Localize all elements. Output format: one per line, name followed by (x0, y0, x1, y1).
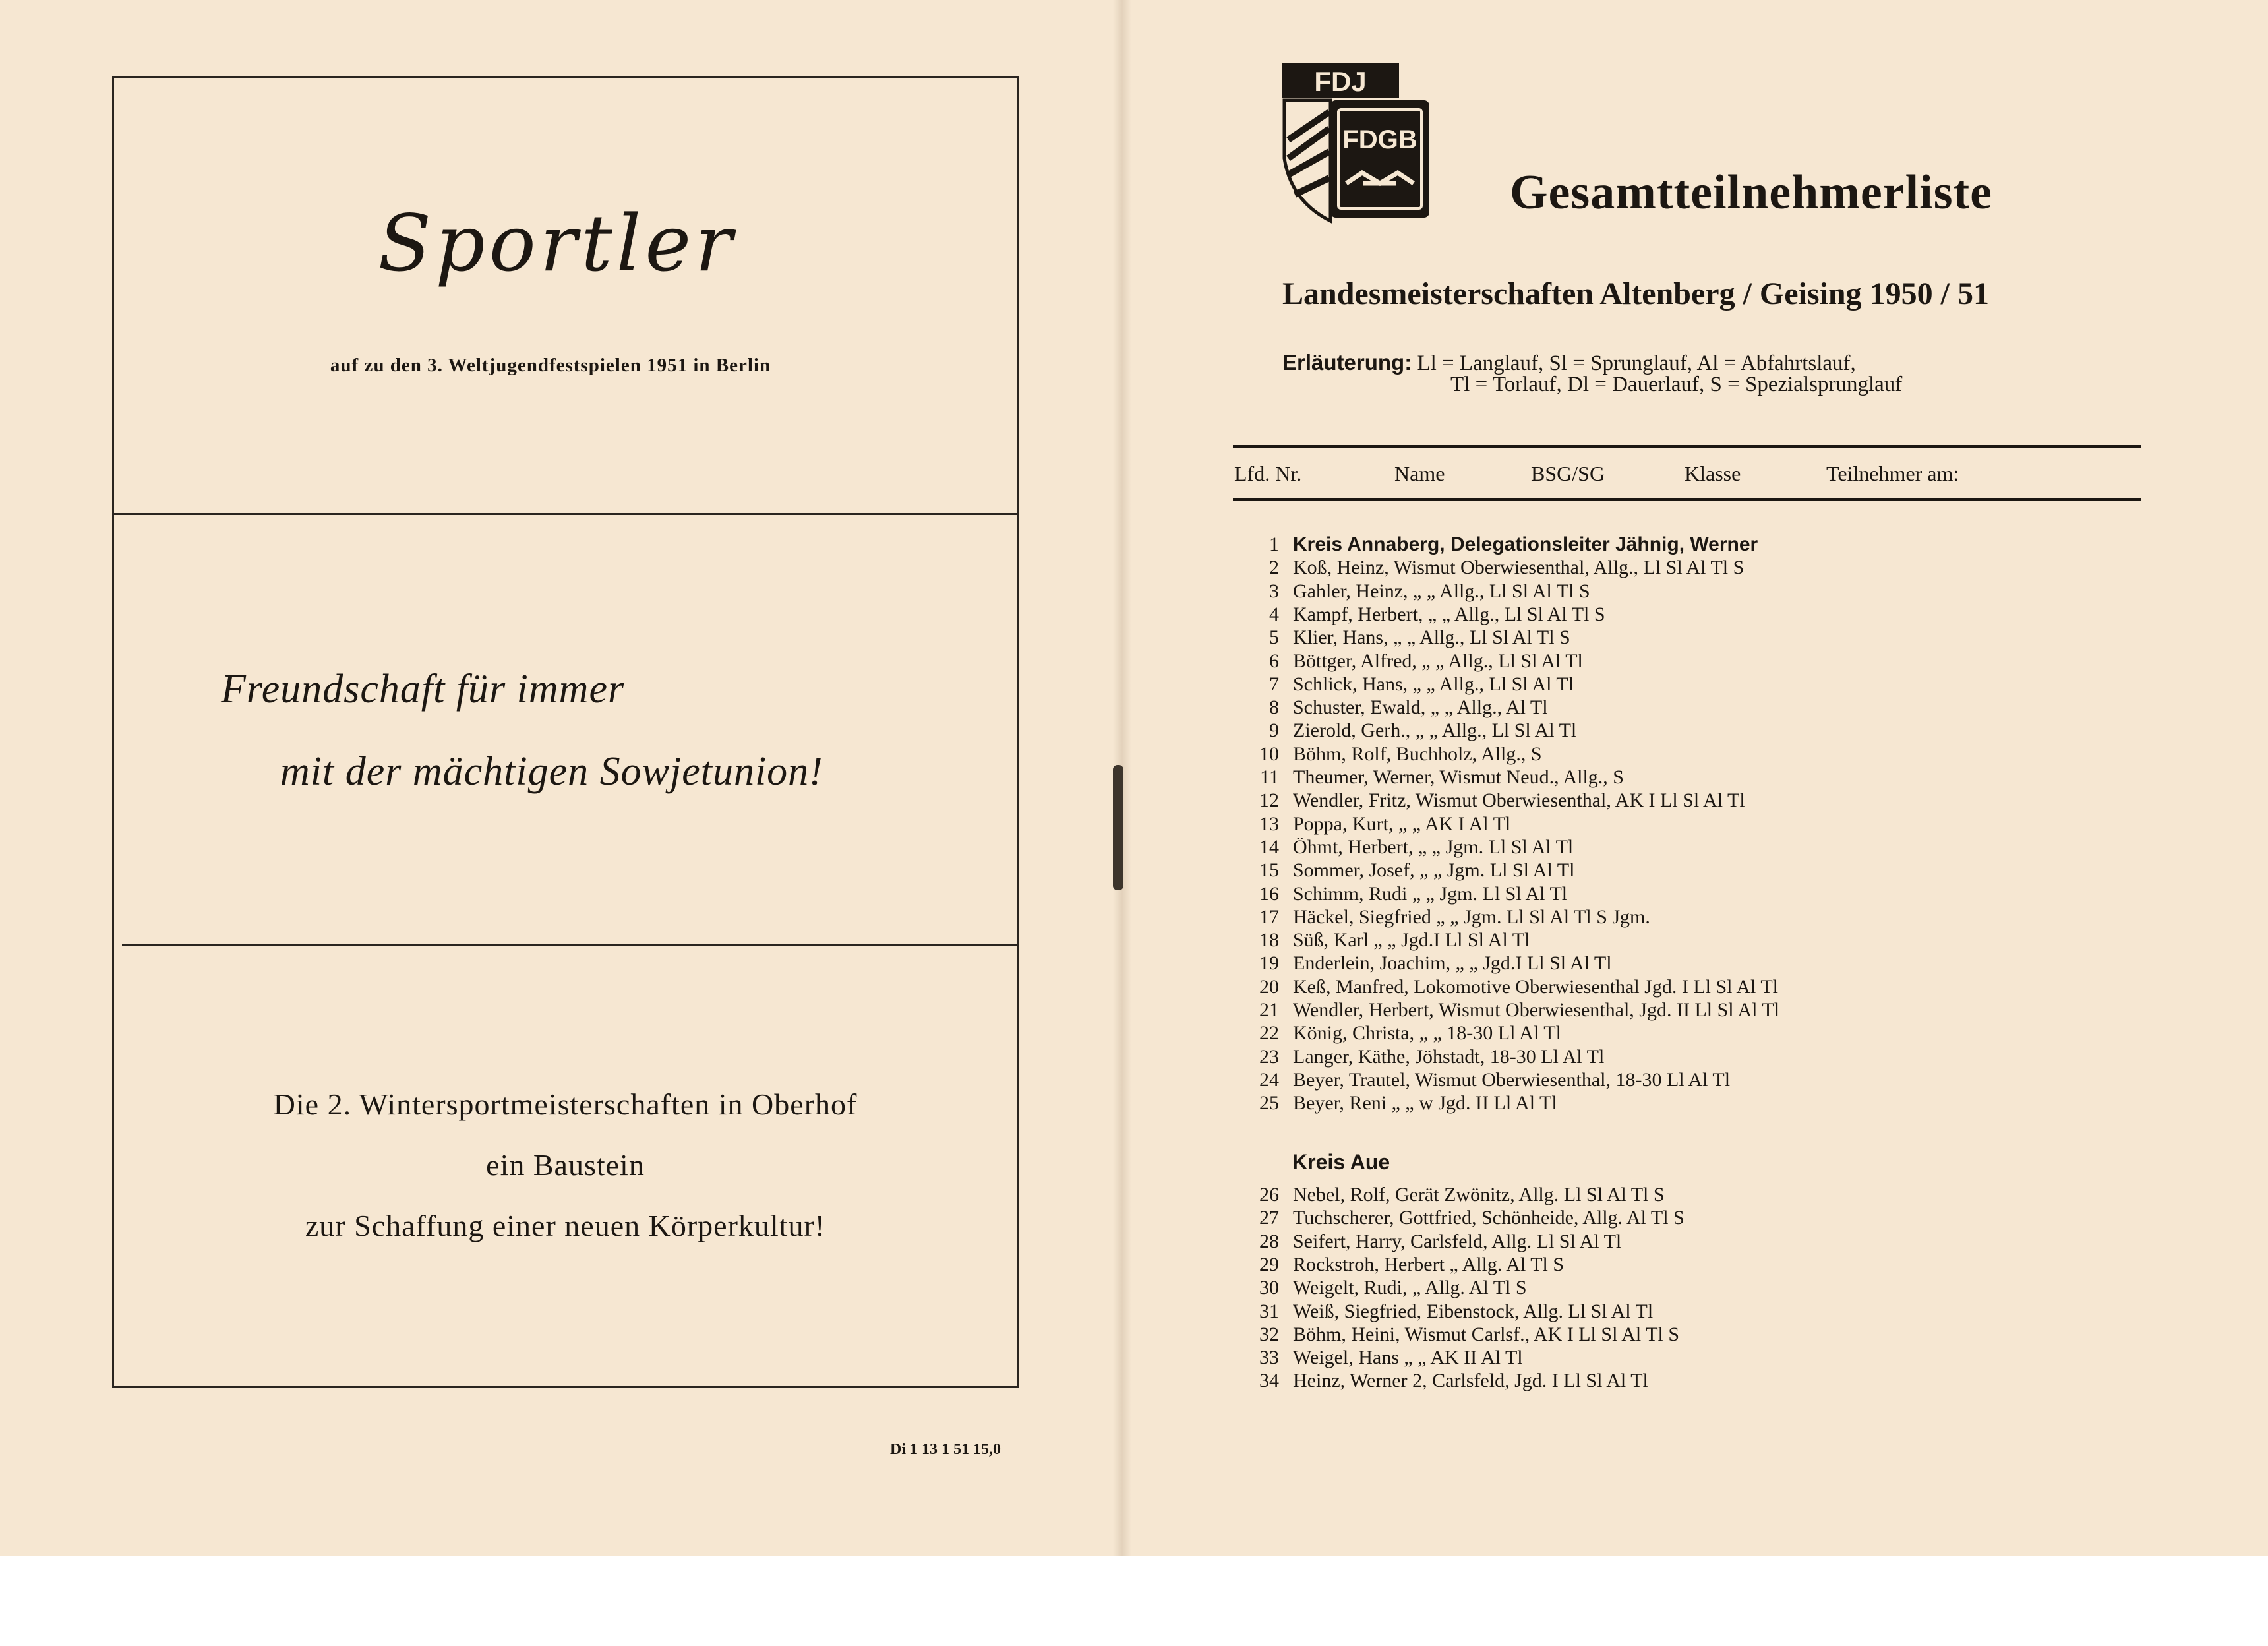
row-text: Klier, Hans, „ „ Allg., Ll Sl Al Tl S (1293, 626, 1570, 649)
column-teilnehmer: Teilnehmer am: (1826, 462, 1959, 485)
row-number: 20 (1259, 975, 1279, 998)
fdgb-badge (1330, 100, 1429, 218)
row-number: 30 (1259, 1277, 1279, 1299)
row-text: Schlick, Hans, „ „ Allg., Ll Sl Al Tl (1293, 673, 1574, 695)
row-text: Schimm, Rudi „ „ Jgm. Ll Sl Al Tl (1293, 882, 1568, 905)
row-text: Keß, Manfred, Lokomotive Oberwiesenthal Jgd. I Ll Sl Al Tl (1293, 975, 1778, 998)
row-number: 25 (1259, 1092, 1279, 1114)
row-text: Kreis Annaberg, Delegationsleiter Jähnig, Werner (1293, 533, 1758, 555)
header-rule-bottom (1233, 498, 2141, 501)
sportler-heading: Sportler (378, 198, 736, 289)
row-number: 33 (1259, 1347, 1279, 1369)
row-text: Seifert, Harry, Carlsfeld, Allg. Ll Sl Al Tl (1293, 1230, 1622, 1252)
row-text: Sommer, Josef, „ „ Jgm. Ll Sl Al Tl (1293, 859, 1575, 882)
row-text: Böhm, Rolf, Buchholz, Allg., S (1293, 743, 1542, 765)
row-text: Poppa, Kurt, „ „ AK I Al Tl (1293, 812, 1511, 835)
row-number: 16 (1259, 882, 1279, 905)
row-text: Wendler, Herbert, Wismut Oberwiesenthal, Jgd. II Ll Sl Al Tl (1293, 999, 1780, 1021)
row-number: 21 (1259, 999, 1279, 1021)
row-number: 13 (1259, 812, 1279, 835)
row-number: 10 (1259, 743, 1279, 765)
row-text: Gahler, Heinz, „ „ Allg., Ll Sl Al Tl S (1293, 580, 1590, 602)
row-text: Böhm, Heini, Wismut Carlsf., AK I Ll Sl Al Tl S (1293, 1323, 1680, 1345)
row-number: 1 (1269, 533, 1279, 555)
row-text: Kampf, Herbert, „ „ Allg., Ll Sl Al Tl S (1293, 603, 1605, 625)
friendship-line-2: mit der mächtigen Sowjetunion! (280, 749, 823, 794)
legend-label: Erläuterung: (1282, 350, 1412, 375)
row-number: 22 (1259, 1022, 1279, 1045)
column-lfd-nr: Lfd. Nr. (1234, 462, 1302, 485)
friendship-line-1: Freundschaft für immer (221, 667, 625, 712)
row-text: König, Christa, „ „ 18-30 Ll Al Tl (1293, 1022, 1561, 1045)
championship-subtitle: Landesmeisterschaften Altenberg / Geising 1950 / 51 (1282, 276, 1989, 311)
binding-thread (1113, 765, 1123, 890)
row-number: 27 (1259, 1207, 1279, 1229)
row-text: Weigel, Hans „ „ AK II Al Tl (1293, 1347, 1523, 1369)
winter-line-3: zur Schaffung einer neuen Körperkultur! (305, 1209, 826, 1242)
frame-divider-1 (112, 513, 1019, 515)
row-number: 3 (1269, 580, 1279, 602)
row-text: Weiß, Siegfried, Eibenstock, Allg. Ll Sl Al Tl (1293, 1300, 1654, 1322)
row-number: 4 (1269, 603, 1279, 625)
row-text: Koß, Heinz, Wismut Oberwiesenthal, Allg., Ll Sl Al Tl S (1293, 557, 1745, 579)
row-text: Häckel, Siegfried „ „ Jgm. Ll Sl Al Tl S Jgm. (1293, 905, 1650, 928)
row-number: 12 (1259, 789, 1279, 812)
print-imprint: Di 1 13 1 51 15,0 (890, 1441, 1001, 1458)
row-number: 5 (1269, 626, 1279, 649)
row-number: 31 (1259, 1300, 1279, 1322)
row-text: Böttger, Alfred, „ „ Allg., Ll Sl Al Tl (1293, 650, 1583, 672)
header-rule-top (1233, 445, 2141, 448)
row-number: 9 (1269, 719, 1279, 742)
row-number: 17 (1259, 905, 1279, 928)
row-text: Theumer, Werner, Wismut Neud., Allg., S (1293, 766, 1624, 788)
row-text: Beyer, Trautel, Wismut Oberwiesenthal, 18-30 Ll Al Tl (1293, 1068, 1731, 1091)
fdj-fdgb-logo (1278, 59, 1436, 224)
column-bsg-sg: BSG/SG (1531, 462, 1605, 485)
row-text: Langer, Käthe, Jöhstadt, 18-30 Ll Al Tl (1293, 1045, 1605, 1068)
row-text: Heinz, Werner 2, Carlsfeld, Jgd. I Ll Sl Al Tl (1293, 1370, 1648, 1392)
row-text: Nebel, Rolf, Gerät Zwönitz, Allg. Ll Sl Al Tl S (1293, 1184, 1665, 1205)
column-name: Name (1394, 462, 1445, 485)
row-text: Beyer, Reni „ „ w Jgd. II Ll Al Tl (1293, 1092, 1557, 1114)
row-number: 23 (1259, 1045, 1279, 1068)
row-text: Enderlein, Joachim, „ „ Jgd.I Ll Sl Al Tl (1293, 952, 1612, 975)
winter-line-2: ein Baustein (486, 1148, 645, 1182)
row-text: Süß, Karl „ „ Jgd.I Ll Sl Al Tl (1293, 929, 1530, 952)
row-number: 29 (1259, 1253, 1279, 1275)
row-text: Zierold, Gerh., „ „ Allg., Ll Sl Al Tl (1293, 719, 1577, 742)
row-text: Rockstroh, Herbert „ Allg. Al Tl S (1293, 1253, 1565, 1275)
row-number: 18 (1259, 929, 1279, 952)
winter-line-1: Die 2. Wintersportmeisterschaften in Oberhof (273, 1087, 858, 1121)
row-number: 7 (1269, 673, 1279, 695)
column-klasse: Klasse (1685, 462, 1741, 485)
fdgb-label: FDGB (1342, 125, 1418, 154)
fdj-label: FDJ (1314, 66, 1367, 97)
frame-divider-2 (122, 944, 1019, 946)
row-text: Weigelt, Rudi, „ Allg. Al Tl S (1293, 1277, 1527, 1299)
row-text: Öhmt, Herbert, „ „ Jgm. Ll Sl Al Tl (1293, 836, 1574, 858)
row-number: 19 (1259, 952, 1279, 975)
row-number: 11 (1260, 766, 1279, 788)
row-text: Tuchscherer, Gottfried, Schönheide, Allg. Al Tl S (1293, 1207, 1685, 1229)
row-number: 28 (1259, 1230, 1279, 1252)
group-kreis-aue-heading: Kreis Aue (1292, 1150, 1390, 1174)
legend-text-2: Tl = Torlauf, Dl = Dauerlauf, S = Spezialsprunglauf (1450, 373, 1903, 396)
row-number: 8 (1269, 696, 1279, 719)
sportler-subheading: auf zu den 3. Weltjugendfestspielen 1951 in Berlin (330, 355, 771, 376)
legend-text-1: Ll = Langlauf, Sl = Sprunglauf, Al = Abfahrtslauf, (1417, 351, 1856, 375)
row-number: 34 (1259, 1370, 1279, 1392)
row-number: 14 (1259, 836, 1279, 858)
row-number: 2 (1269, 557, 1279, 579)
list-title: Gesamtteilnehmerliste (1510, 166, 1992, 220)
row-number: 15 (1259, 859, 1279, 882)
row-number: 32 (1259, 1323, 1279, 1345)
row-number: 24 (1259, 1068, 1279, 1091)
row-number: 26 (1259, 1184, 1279, 1205)
row-text: Wendler, Fritz, Wismut Oberwiesenthal, AK I Ll Sl Al Tl (1293, 789, 1745, 812)
row-text: Schuster, Ewald, „ „ Allg., Al Tl (1293, 696, 1548, 719)
row-number: 6 (1269, 650, 1279, 672)
